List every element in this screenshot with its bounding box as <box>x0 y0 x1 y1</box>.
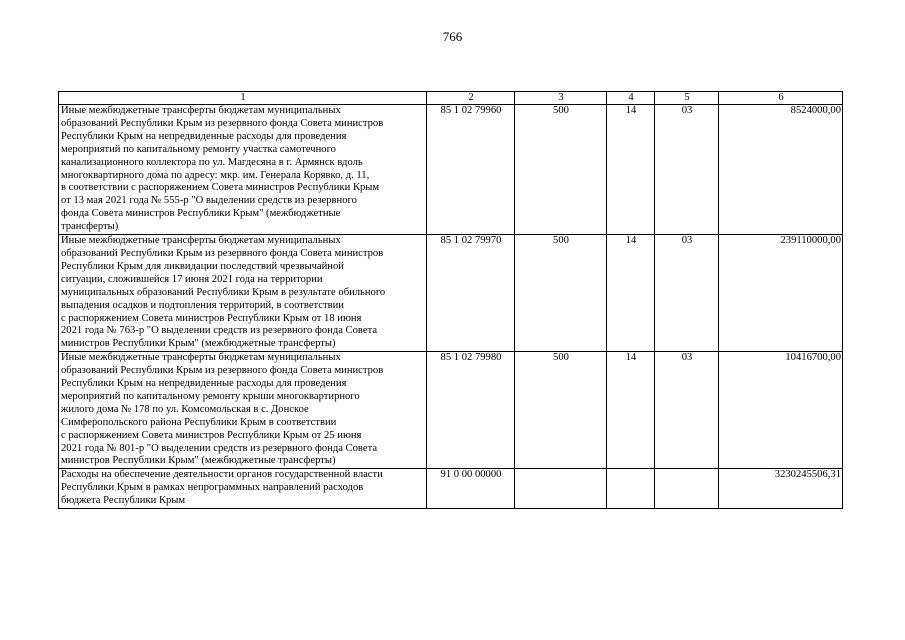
expense-name-line: в соответствии с распоряжением Совета министров Республики Крым <box>61 182 380 194</box>
section-code-cell: 14 <box>607 352 655 469</box>
target-article-code-cell: 91 0 00 00000 <box>427 469 515 509</box>
expense-name-cell <box>59 105 427 235</box>
table-row <box>59 105 843 235</box>
table-row <box>59 235 843 352</box>
expense-name-line: Симферопольского района Республики Крым в соответствии <box>61 416 337 428</box>
section-code-cell: 14 <box>607 235 655 352</box>
expense-name-line: канализационного коллектора по ул. Магдесяна в г. Армянск вдоль <box>61 156 363 168</box>
expense-name-line: образований Республики Крым из резервного фонда Совета министров <box>61 247 384 259</box>
amount-cell: 8524000,00 <box>719 105 843 235</box>
expense-name-line: бюджета Республики Крым <box>61 495 186 507</box>
expense-name-cell <box>59 352 427 469</box>
expense-name-line: Республики Крым для ликвидации последствий чрезвычайной <box>61 260 344 272</box>
expense-name-line: Расходы на обеспечение деятельности органов государственной власти <box>61 469 383 481</box>
header-col-4: 4 <box>607 92 655 105</box>
subsection-code-cell: 03 <box>655 235 719 352</box>
expense-type-code-cell: 500 <box>515 352 607 469</box>
expense-name-cell <box>59 469 427 509</box>
expense-name-line: Иные межбюджетные трансферты бюджетам муниципальных <box>61 352 341 364</box>
amount-cell: 10416700,00 <box>719 352 843 469</box>
target-article-code-cell: 85 1 02 79960 <box>427 105 515 235</box>
expense-name-line: мероприятий по капитальному ремонту участка самотечного <box>61 143 336 155</box>
budget-table <box>58 91 843 509</box>
expense-name-line: министров Республики Крым" (межбюджетные трансферты) <box>61 455 336 467</box>
expense-name-line: образований Республики Крым из резервного фонда Совета министров <box>61 365 384 377</box>
expense-name-line: министров Республики Крым" (межбюджетные трансферты) <box>61 338 336 350</box>
header-col-5: 5 <box>655 92 719 105</box>
section-code-cell: 14 <box>607 105 655 235</box>
expense-name-line: 2021 года № 763-р "О выделении средств из резервного фонда Совета <box>61 325 378 337</box>
expense-name-line: муниципальных образований Республики Крым в результате обильного <box>61 286 386 298</box>
expense-name-line: Иные межбюджетные трансферты бюджетам муниципальных <box>61 235 341 247</box>
expense-name-line: трансферты) <box>61 221 119 233</box>
expense-name-line: с распоряжением Совета министров Республики Крым от 18 июня <box>61 312 362 324</box>
table-row <box>59 469 843 509</box>
table-header-row <box>59 92 843 105</box>
table-row <box>59 352 843 469</box>
expense-type-code-cell: 500 <box>515 235 607 352</box>
subsection-code-cell: 03 <box>655 352 719 469</box>
target-article-code-cell: 85 1 02 79980 <box>427 352 515 469</box>
subsection-code-cell <box>655 469 719 509</box>
expense-name-line: образований Республики Крым из резервного фонда Совета министров <box>61 117 384 129</box>
expense-name-line: многоквартирного дома по адресу: мкр. им. Генерала Корявко, д. 11, <box>61 169 370 181</box>
header-col-1: 1 <box>59 92 427 105</box>
expense-name-line: Республики Крым на непредвиденные расходы для проведения <box>61 378 347 390</box>
page-number: 766 <box>442 29 463 44</box>
target-article-code-cell: 85 1 02 79970 <box>427 235 515 352</box>
header-col-2: 2 <box>427 92 515 105</box>
expense-name-line: с распоряжением Совета министров Республики Крым от 25 июня <box>61 429 362 441</box>
subsection-code-cell: 03 <box>655 105 719 235</box>
expense-name-line: фонда Совета министров Республики Крым" (межбюджетные <box>61 208 341 220</box>
expense-type-code-cell <box>515 469 607 509</box>
expense-name-cell <box>59 235 427 352</box>
expense-name-line: мероприятий по капитальному ремонту крыши многоквартирного <box>61 390 360 402</box>
expense-name-line: Иные межбюджетные трансферты бюджетам муниципальных <box>61 105 341 116</box>
amount-cell: 239110000,00 <box>719 235 843 352</box>
expense-name-line: жилого дома № 178 по ул. Комсомольская в с. Донское <box>61 403 309 415</box>
amount-cell: 3230245506,31 <box>719 469 843 509</box>
expense-name-line: выпадения осадков и подтопления территорий, в соответствии <box>61 299 344 311</box>
expense-type-code-cell: 500 <box>515 105 607 235</box>
expense-name-line: 2021 года № 801-р "О выделении средств из резервного фонда Совета <box>61 442 378 454</box>
expense-name-line: Республики Крым в рамках непрограммных направлений расходов <box>61 482 364 494</box>
header-col-3: 3 <box>515 92 607 105</box>
expense-name-line: ситуации, сложившейся 17 июня 2021 года на территории <box>61 273 323 285</box>
expense-name-line: Республики Крым на непредвиденные расходы для проведения <box>61 130 347 142</box>
header-col-6: 6 <box>719 92 843 105</box>
expense-name-line: от 13 мая 2021 года № 555-р "О выделении средств из резервного <box>61 195 357 207</box>
section-code-cell <box>607 469 655 509</box>
